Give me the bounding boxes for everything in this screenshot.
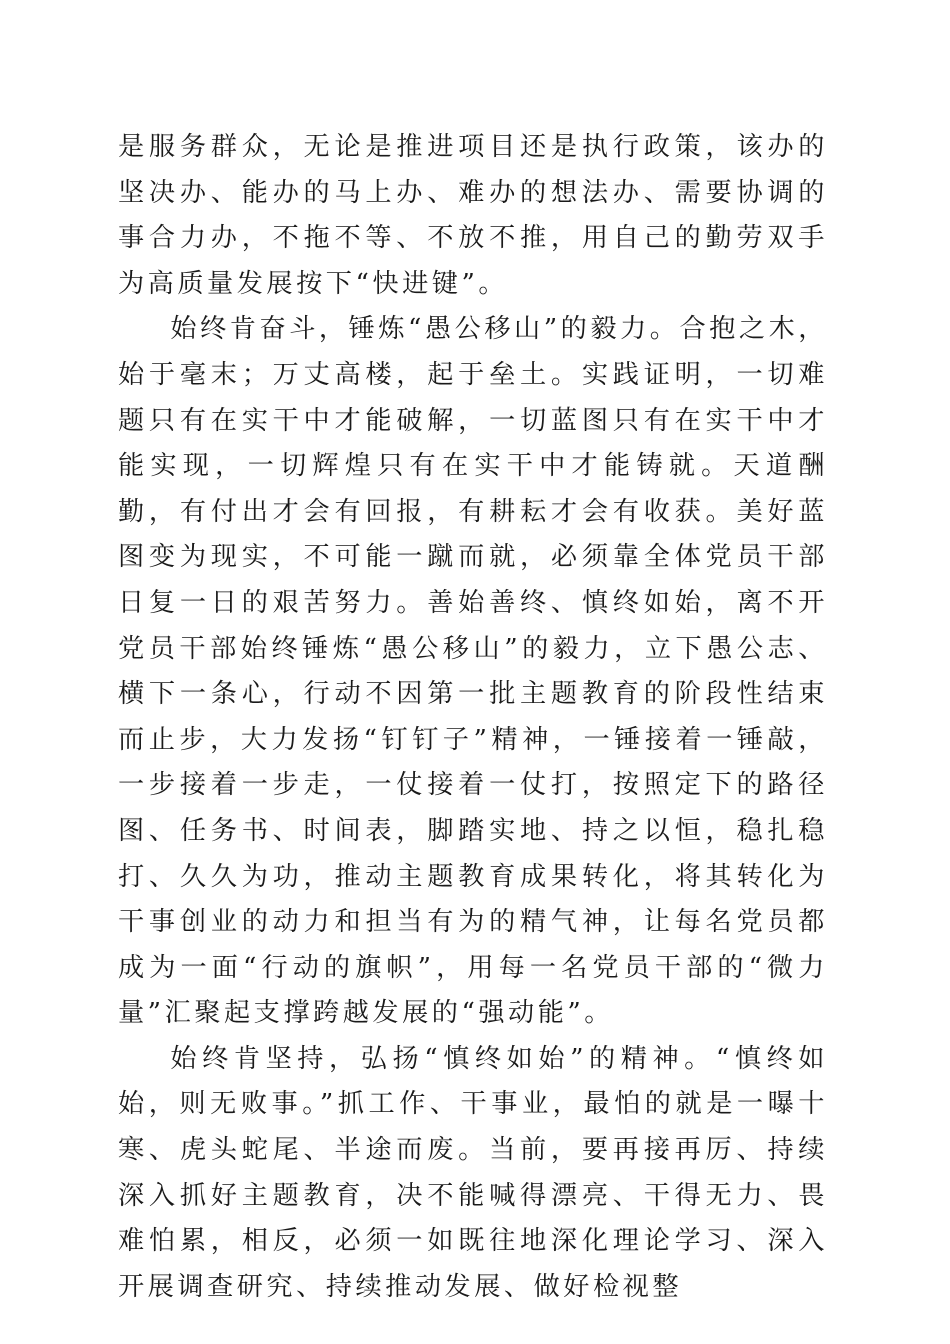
paragraph-perseverance: 始终肯坚持，弘扬“慎终如始”的精神。“慎终如始，则无败事。”抓工作、干事业，最怕的就是一曝十寒、虎头蛇尾、半途而废。当前，要再接再厉、持续深入抓好主题教育，决不能喊得漂亮、干得无力、畏难怕累，相反，必须一如既往地深化理论学习、深入开展调查研究、持续推动发展、做好检视整 xyxy=(118,1043,828,1302)
paragraph-continuation: 是服务群众，无论是推进项目还是执行政策，该办的坚决办、能办的马上办、难办的想法办、需要协调的事合力办，不拖不等、不放不推，用自己的勤劳双手为高质量发展按下“快进键”。 xyxy=(118,132,828,299)
paragraph-persistence-effort: 始终肯奋斗，锤炼“愚公移山”的毅力。合抱之木，始于毫末；万丈高楼，起于垒土。实践证明，一切难题只有在实干中才能破解，一切蓝图只有在实干中才能实现，一切辉煌只有在实干中才能铸就。天道酬勤，有付出才会有回报，有耕耘才会有收获。美好蓝图变为现实，不可能一蹴而就，必须靠全体党员干部日复一日的艰苦努力。善始善终、慎终如始，离不开党员干部始终锤炼“愚公移山”的毅力，立下愚公志、横下一条心，行动不因第一批主题教育的阶段性结束而止步，大力发扬“钉钉子”精神，一锤接着一锤敲，一步接着一步走，一仗接着一仗打，按照定下的路径图、任务书、时间表，脚踏实地、持之以恒，稳扎稳打、久久为功，推动主题教育成果转化，将其转化为干事创业的动力和担当有为的精气神，让每名党员都成为一面“行动的旗帜”，用每一名党员干部的“微力量”汇聚起支撑跨越发展的“强动能”。 xyxy=(118,314,828,1029)
document-body xyxy=(118,125,828,1310)
